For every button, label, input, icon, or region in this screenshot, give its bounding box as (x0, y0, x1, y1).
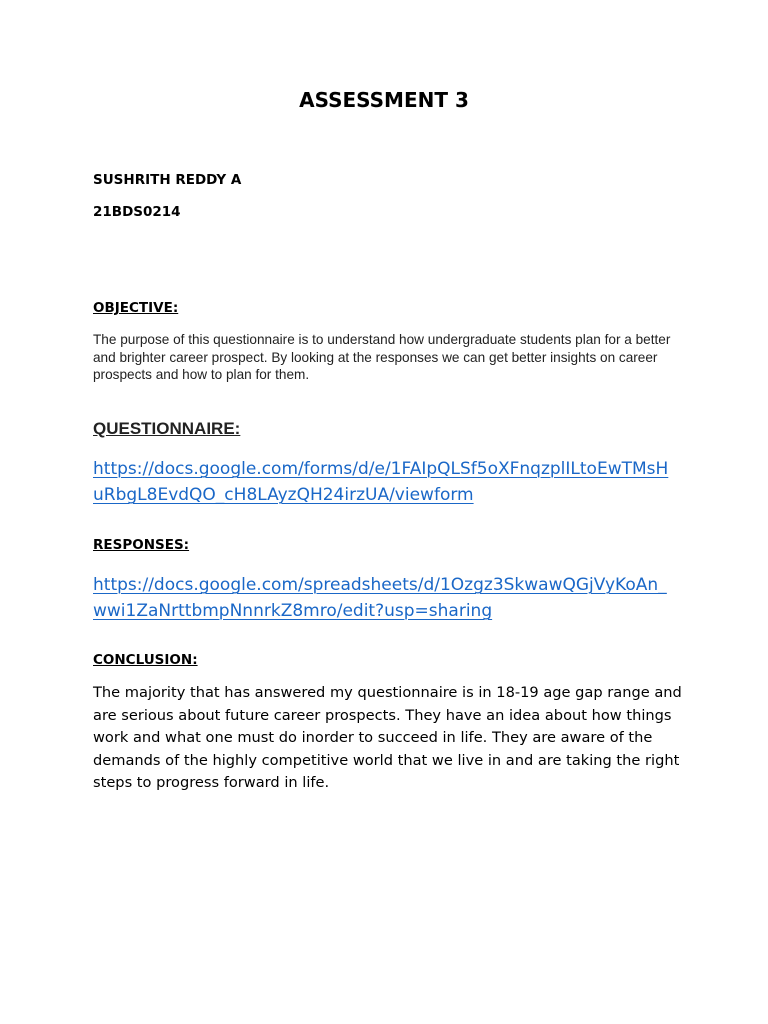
questionnaire-link-continued[interactable]: uRbgL8EvdQO_cH8LAyzQH24irzUA/viewform (93, 485, 474, 505)
objective-text: The purpose of this questionnaire is to understand how undergraduate students plan for a better and brighter career prospect. By looking at the responses we can get better insights on career prospects and how to plan for them. (93, 332, 671, 382)
responses-heading: RESPONSES: (93, 537, 190, 553)
responses-link-continued[interactable]: wwi1ZaNrttbmpNnnrkZ8mro/edit?usp=sharing (93, 601, 493, 621)
page-title: ASSESSMENT 3 (299, 88, 469, 112)
author-name: SUSHRITH REDDY A (93, 172, 242, 188)
registration-number: 21BDS0214 (93, 204, 181, 220)
objective-heading: OBJECTIVE: (93, 300, 179, 316)
conclusion-heading: CONCLUSION: (93, 652, 198, 668)
responses-link[interactable]: https://docs.google.com/spreadsheets/d/1Ozgz3SkwawQGjVyKoAn_ (93, 575, 667, 595)
questionnaire-heading: QUESTIONNAIRE: (93, 419, 241, 438)
questionnaire-link[interactable]: https://docs.google.com/forms/d/e/1FAIpQLSf5oXFnqzplILtoEwTMsH (93, 459, 669, 479)
conclusion-text: The majority that has answered my questionnaire is in 18-19 age gap range and are serious about future career prospects. They have an idea about how things work and what one must do inorder to succeed in life. They are aware of the demands of the highly competitive world that we live in and are taking the right steps to progress forward in life. (93, 684, 682, 791)
